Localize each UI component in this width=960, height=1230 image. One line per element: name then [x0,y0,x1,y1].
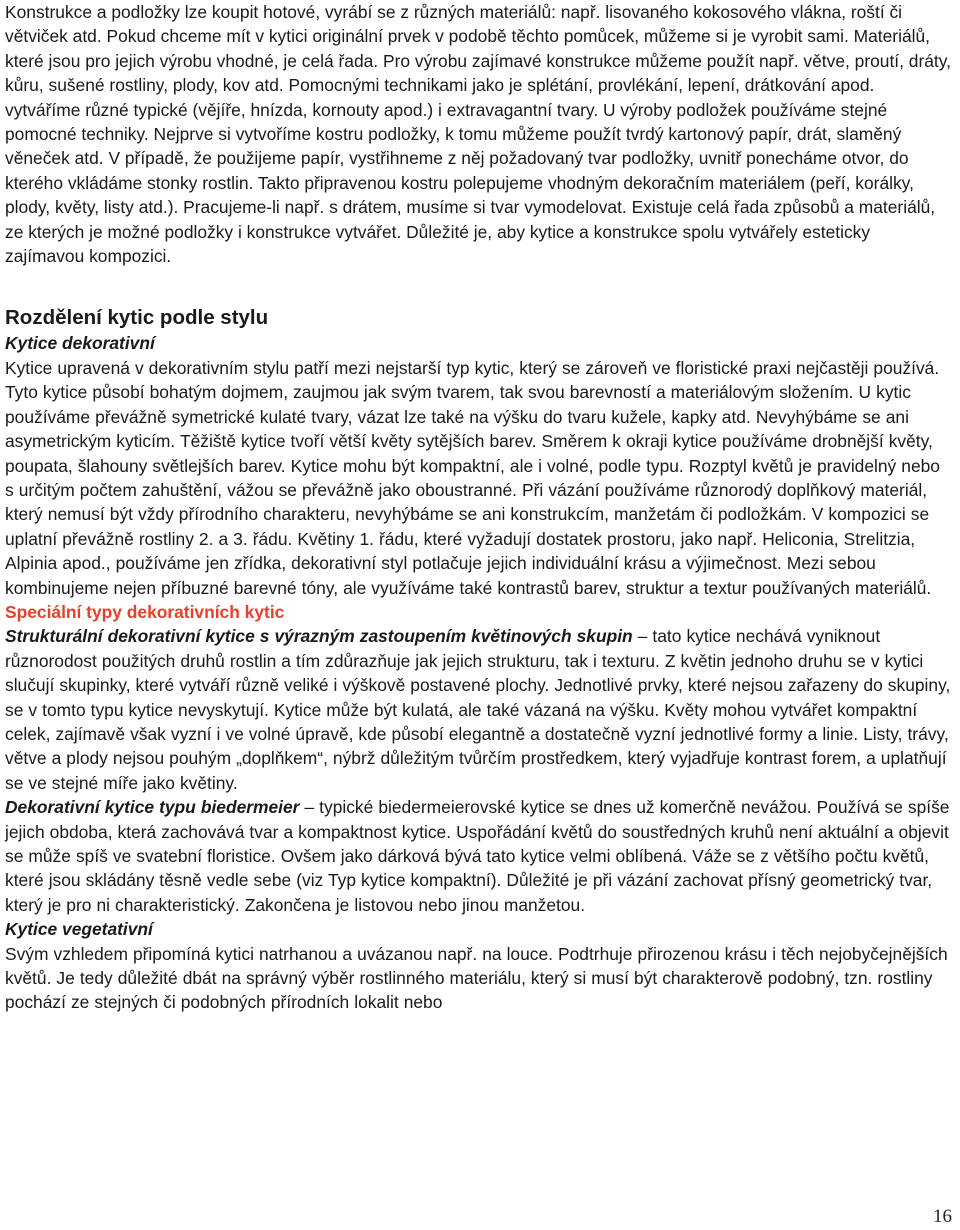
intro-paragraph: Konstrukce a podložky lze koupit hotové, vyrábí se z různých materiálů: např. lisovaného kokosového vlákna, roští či větviček atd. Pokud chceme mít v kytici originální prvek v podobě těchto pomůcek, můžeme si je vyrobit sami. Materiálů, které jsou pro jejich výrobu vhodné, je celá řada. Pro výrobu zajímavé konstrukce můžeme použít např. větve, proutí, dráty, kůru, sušené rostliny, plody, kov atd. Pomocnými technikami jako je splétání, provlékání, lepení, drátkování apod. vytváříme různé typické (vějíře, hnízda, kornouty apod.) i extravagantní tvary. U výroby podložek používáme stejné pomocné techniky. Nejprve si vytvoříme kostru podložky, k tomu můžeme použít tvrdý kartonový papír, drát, slaměný věneček atd. V případě, že použijeme papír, vystřihneme z něj požadovaný tvar podložky, uvnitř ponecháme otvor, do kterého vkládáme stonky rostlin. Takto připravenou kostru polepujeme vhodným dekoračním materiálem (peří, korálky, plody, květy, listy atd.). Pracujeme-li např. s drátem, musíme si tvar vymodelovat. Existuje celá řada způsobů a materiálů, ze kterých je možné podložky i konstrukce vytvářet. Důležité je, aby kytice a konstrukce spolu vytvářely esteticky zajímavou kompozici. [5,2,951,267]
heading-kytice-dekorativni: Kytice dekorativní [5,333,155,354]
document-page [5,0,953,1015]
paragraph-strukturalni [5,624,953,795]
page-number: 16 [933,1206,952,1227]
paragraph-biedermeier [5,795,953,917]
heading-kytice-vegetativni: Kytice vegetativní [5,919,153,940]
heading-specialni-typy: Speciální typy dekorativních kytic [5,601,285,622]
term-strukturalni: Strukturální dekorativní kytice s výrazným zastoupením květinových skupin [5,626,633,647]
paragraph-dekorativni: Kytice upravená v dekorativním stylu patří mezi nejstarší typ kytic, který se zároveň ve floristické praxi nejčastěji používá. Tyto kytice působí bohatým dojmem, zaujmou jak svým tvarem, tak svou barevností a materiálovým složením. U kytic používáme převážně symetrické kulaté tvary, vázat lze také na výšku do tvaru kužele, kapky atd. Nevyhýbáme se ani asymetrickým kyticím. Těžiště kytice tvoří větší květy sytějších barev. Směrem k okraji kytice používáme drobnější květy, poupata, šlahouny světlejších barev. Kytice mohu být kompaktní, ale i volné, podle typu. Rozptyl květů je pravidelný nebo s určitým počtem zahuštění, vážou se převážně jako oboustranné. Při vázání používáme různorodý doplňkový materiál, který nemusí být vždy přírodního charakteru, nevyhýbáme se ani konstrukcím, manžetám či podložkám. V kompozici se uplatní převážně rostliny 2. a 3. řádu. Květiny 1. řádu, které vyžadují dostatek prostoru, jako např. Heliconia, Strelitzia, Alpinia apod., používáme jen zřídka, dekorativní styl potlačuje jejich individuální krásu a výjimečnost. Mezi sebou kombinujeme nejen příbuzné barevné tóny, ale využíváme také kontrastů barev, struktur a textur používaných materiálů. [5,357,940,598]
text-strukturalni: – tato kytice nechává vyniknout různorodost použitých druhů rostlin a tím zdůrazňuje jak jejich strukturu, tak i texturu. Z květin jednoho druhu se v kytici slučují skupinky, které vytváří různě veliké i výškově postavené plochy. Jednotlivé prvky, které nejsou zařazeny do skupiny, se v tomto typu kytice nevyskytují. Kytice může být kulatá, ale také vázaná na výšku. Květy mohou vytvářet kompaktní celek, zajímavě však vyzní i ve volné úpravě, kde působí elegantně a dostatečně vyzní jednotlivé formy a linie. Listy, trávy, větve a plody nejsou pouhým „doplňkem“, nýbrž důležitým tvůrčím prostředkem, který vyjadřuje kontrast forem, a uplatňují se ve stejné míře jako květiny. [5,626,951,793]
text-biedermeier: – typické biedermeierovské kytice se dnes už komerčně nevážou. Používá se spíše jejich obdoba, která zachovává tvar a kompaktnost kytice. Uspořádání květů do soustředných kruhů není aktuální a objevit se může spíš ve svatební floristice. Ovšem jako dárková bývá tato kytice velmi oblíbená. Váže se z většího počtu květů, které jsou skládány těsně vedle sebe (viz Typ kytice kompaktní). Důležité je při vázání zachovat přísný geometrický tvar, který je pro ni charakteristický. Zakončena je listovou nebo jinou manžetou. [5,797,950,915]
paragraph-vegetativni: Svým vzhledem připomíná kytici natrhanou a uvázanou např. na louce. Podtrhuje přirozenou krásu i těch nejobyčejnějších květů. Je tedy důležité dbát na správný výběr rostlinného materiálu, který si musí být charakterově podobný, tzn. rostliny pochází ze stejných či podobných přírodních lokalit nebo [5,943,948,1013]
section-title: Rozdělení kytic podle stylu [5,306,269,330]
term-biedermeier: Dekorativní kytice typu biedermeier [5,797,300,818]
